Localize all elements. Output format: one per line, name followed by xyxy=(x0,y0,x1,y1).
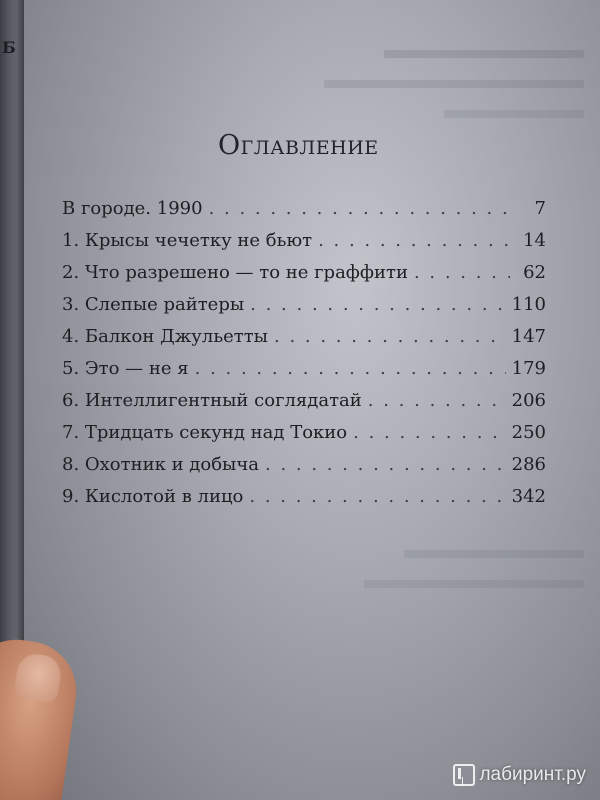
toc-entry xyxy=(62,198,546,230)
toc-entry-page: 14 xyxy=(523,230,546,251)
toc-entry xyxy=(62,262,546,294)
labirint-logo-icon xyxy=(453,764,475,786)
toc-leader-dots xyxy=(250,294,505,315)
toc-leader-dots xyxy=(414,262,510,283)
toc-entry-title: В городе. 1990 xyxy=(62,198,203,219)
toc-leader-dots xyxy=(274,326,506,347)
toc-entry-page: 179 xyxy=(511,358,546,379)
toc-entry-title: 8. Охотник и добыча xyxy=(62,454,259,475)
toc-entry-page: 342 xyxy=(511,486,546,507)
table-of-contents xyxy=(62,198,546,518)
toc-entry xyxy=(62,294,546,326)
toc-entry xyxy=(62,486,546,518)
toc-leader-dots xyxy=(265,454,506,475)
show-through-line xyxy=(364,580,584,588)
toc-entry xyxy=(62,390,546,422)
toc-entry xyxy=(62,358,546,390)
toc-leader-dots xyxy=(368,390,506,411)
toc-entry-title: 4. Балкон Джульетты xyxy=(62,326,269,347)
show-through-line xyxy=(444,110,584,118)
toc-entry-page: 7 xyxy=(534,198,546,219)
toc-entry xyxy=(62,422,546,454)
toc-entry xyxy=(62,326,546,358)
toc-entry-title: 1. Крысы чечетку не бьют xyxy=(62,230,313,251)
show-through-line xyxy=(384,50,584,58)
thumbnail xyxy=(13,652,63,704)
toc-entry-title: 3. Слепые райтеры xyxy=(62,294,245,315)
toc-leader-dots xyxy=(353,422,506,443)
toc-leader-dots xyxy=(209,198,510,219)
toc-entry-page: 147 xyxy=(511,326,546,347)
toc-entry-page: 62 xyxy=(523,262,546,283)
toc-entry-title: 6. Интеллигентный соглядатай xyxy=(62,390,362,411)
toc-entry-page: 110 xyxy=(511,294,546,315)
toc-entry-page: 286 xyxy=(511,454,546,475)
show-through-line xyxy=(324,80,584,88)
toc-leader-dots xyxy=(195,358,506,379)
toc-heading: Оглавление xyxy=(218,130,379,161)
show-through-line xyxy=(404,550,584,558)
toc-entry-title: 9. Кислотой в лицо xyxy=(62,486,244,507)
toc-entry xyxy=(62,454,546,486)
toc-entry xyxy=(62,230,546,262)
toc-leader-dots xyxy=(249,486,505,507)
toc-entry-page: 250 xyxy=(511,422,546,443)
toc-entry-title: 5. Это — не я xyxy=(62,358,189,379)
watermark-text: лабиринт.ру xyxy=(479,764,586,785)
edge-glyph: Б xyxy=(2,38,16,57)
toc-leader-dots xyxy=(318,230,510,251)
toc-entry-page: 206 xyxy=(511,390,546,411)
watermark xyxy=(453,764,586,786)
toc-entry-title: 2. Что разрешено — то не граффити xyxy=(62,262,408,283)
toc-entry-title: 7. Тридцать секунд над Токио xyxy=(62,422,348,443)
